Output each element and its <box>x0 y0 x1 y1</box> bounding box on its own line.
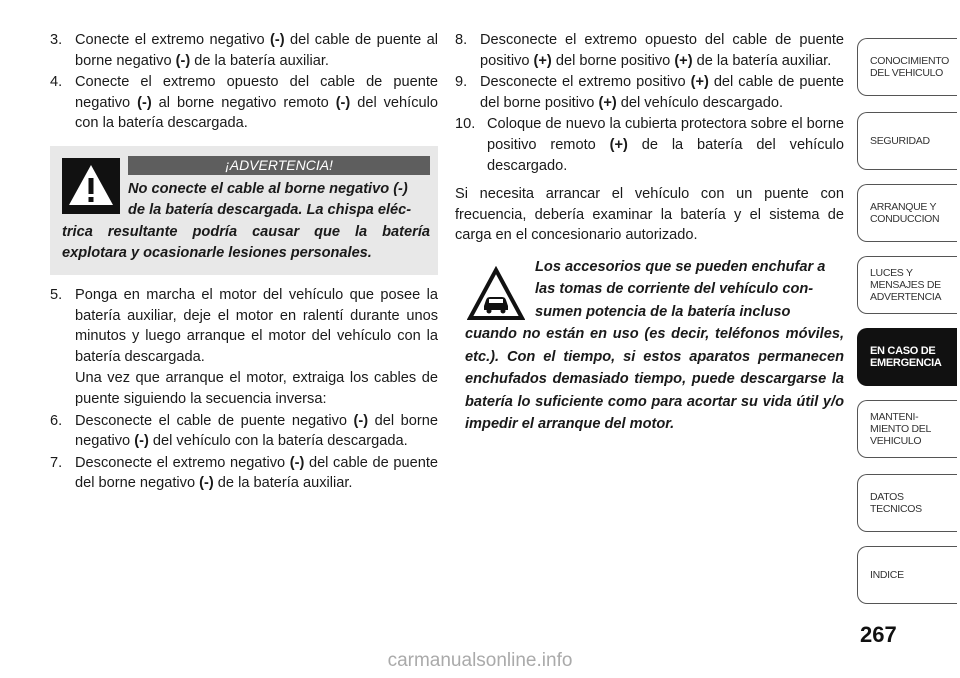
accessories-note: Los accesorios que se pueden enchufar a las tomas de corriente del vehículo con- sumen potencia de la batería incluso cuando no están en uso (es decir, teléfonos móviles, etc.). Con el tiempo, si estos aparatos permanecen enchufados demasiado tiempo, puede descargarse la batería lo suficiente como para acortar su vida útil y/o impedir el arranque del motor. <box>465 258 844 433</box>
tab-mantenimiento[interactable]: MANTENI- MIENTO DEL VEHICULO <box>857 400 957 458</box>
warning-text: No conecte el cable al borne negativo (-) de la batería descargada. La chispa eléc- trica resultante podría causar que la batería explotara y ocasionarle lesiones personales. <box>62 180 430 262</box>
warning-triangle-icon <box>62 158 120 214</box>
step-8: 8. Desconecte el extremo opuesto del cable de puente positivo (+) del borne positivo (+) de la batería auxiliar. <box>455 32 844 69</box>
step-4: 4. Conecte el extremo opuesto del cable de puente negativo (-) al borne negativo remoto (-) del vehículo con la batería descargada. <box>50 74 438 132</box>
watermark: carmanualsonline.info <box>387 650 573 671</box>
tab-luces[interactable]: LUCES Y MENSAJES DE ADVERTENCIA <box>857 256 957 314</box>
tab-seguridad[interactable]: SEGURIDAD <box>857 112 957 170</box>
tab-conocimiento[interactable]: CONOCIMIENTO DEL VEHICULO <box>857 38 957 96</box>
tab-datos[interactable]: DATOS TECNICOS <box>857 474 957 532</box>
chapter-tabs <box>857 0 960 678</box>
warning-box <box>50 146 438 275</box>
step-10: 10. Coloque de nuevo la cubierta protectora sobre el borne positivo remoto (+) de la batería del vehículo descargado. <box>455 116 845 174</box>
right-column <box>455 30 844 436</box>
car-caution-icon <box>467 266 525 322</box>
tab-arranque[interactable]: ARRANQUE Y CONDUCCION <box>857 184 957 242</box>
step-5-paragraph: Una vez que arranque el motor, extraiga los cables de puente siguiendo la secuencia inversa: <box>75 370 438 407</box>
step-9: 9. Desconecte el extremo positivo (+) del cable de puente del borne positivo (+) del vehículo descargado. <box>455 74 845 111</box>
step-3: 3. Conecte el extremo negativo (-) del cable de puente al borne negativo (-) de la batería auxiliar. <box>50 32 438 69</box>
step-6: 6. Desconecte el cable de puente negativo (-) del borne negativo (-) del vehículo con la batería descargada. <box>50 412 438 450</box>
step-5: 5. Ponga en marcha el motor del vehículo que posee la batería auxiliar, deje el motor en ralentí durante unos minutos y luego arranque el motor del vehículo con la batería descargada. <box>50 286 438 365</box>
left-column <box>50 30 438 495</box>
tab-emergencia[interactable]: EN CASO DE EMERGENCIA <box>857 328 957 386</box>
step-7: 7. Desconecte el extremo negativo (-) del cable de puente del borne negativo (-) de la batería auxiliar. <box>50 454 438 492</box>
warning-header: ¡ADVERTENCIA! <box>128 156 430 175</box>
tab-indice[interactable]: INDICE <box>857 546 957 604</box>
maintenance-paragraph: Si necesita arrancar el vehículo con un puente con frecuencia, debería examinar la batería y el sistema de carga en el concesionario autorizado. <box>455 186 844 244</box>
page-number: 267 <box>860 622 897 647</box>
